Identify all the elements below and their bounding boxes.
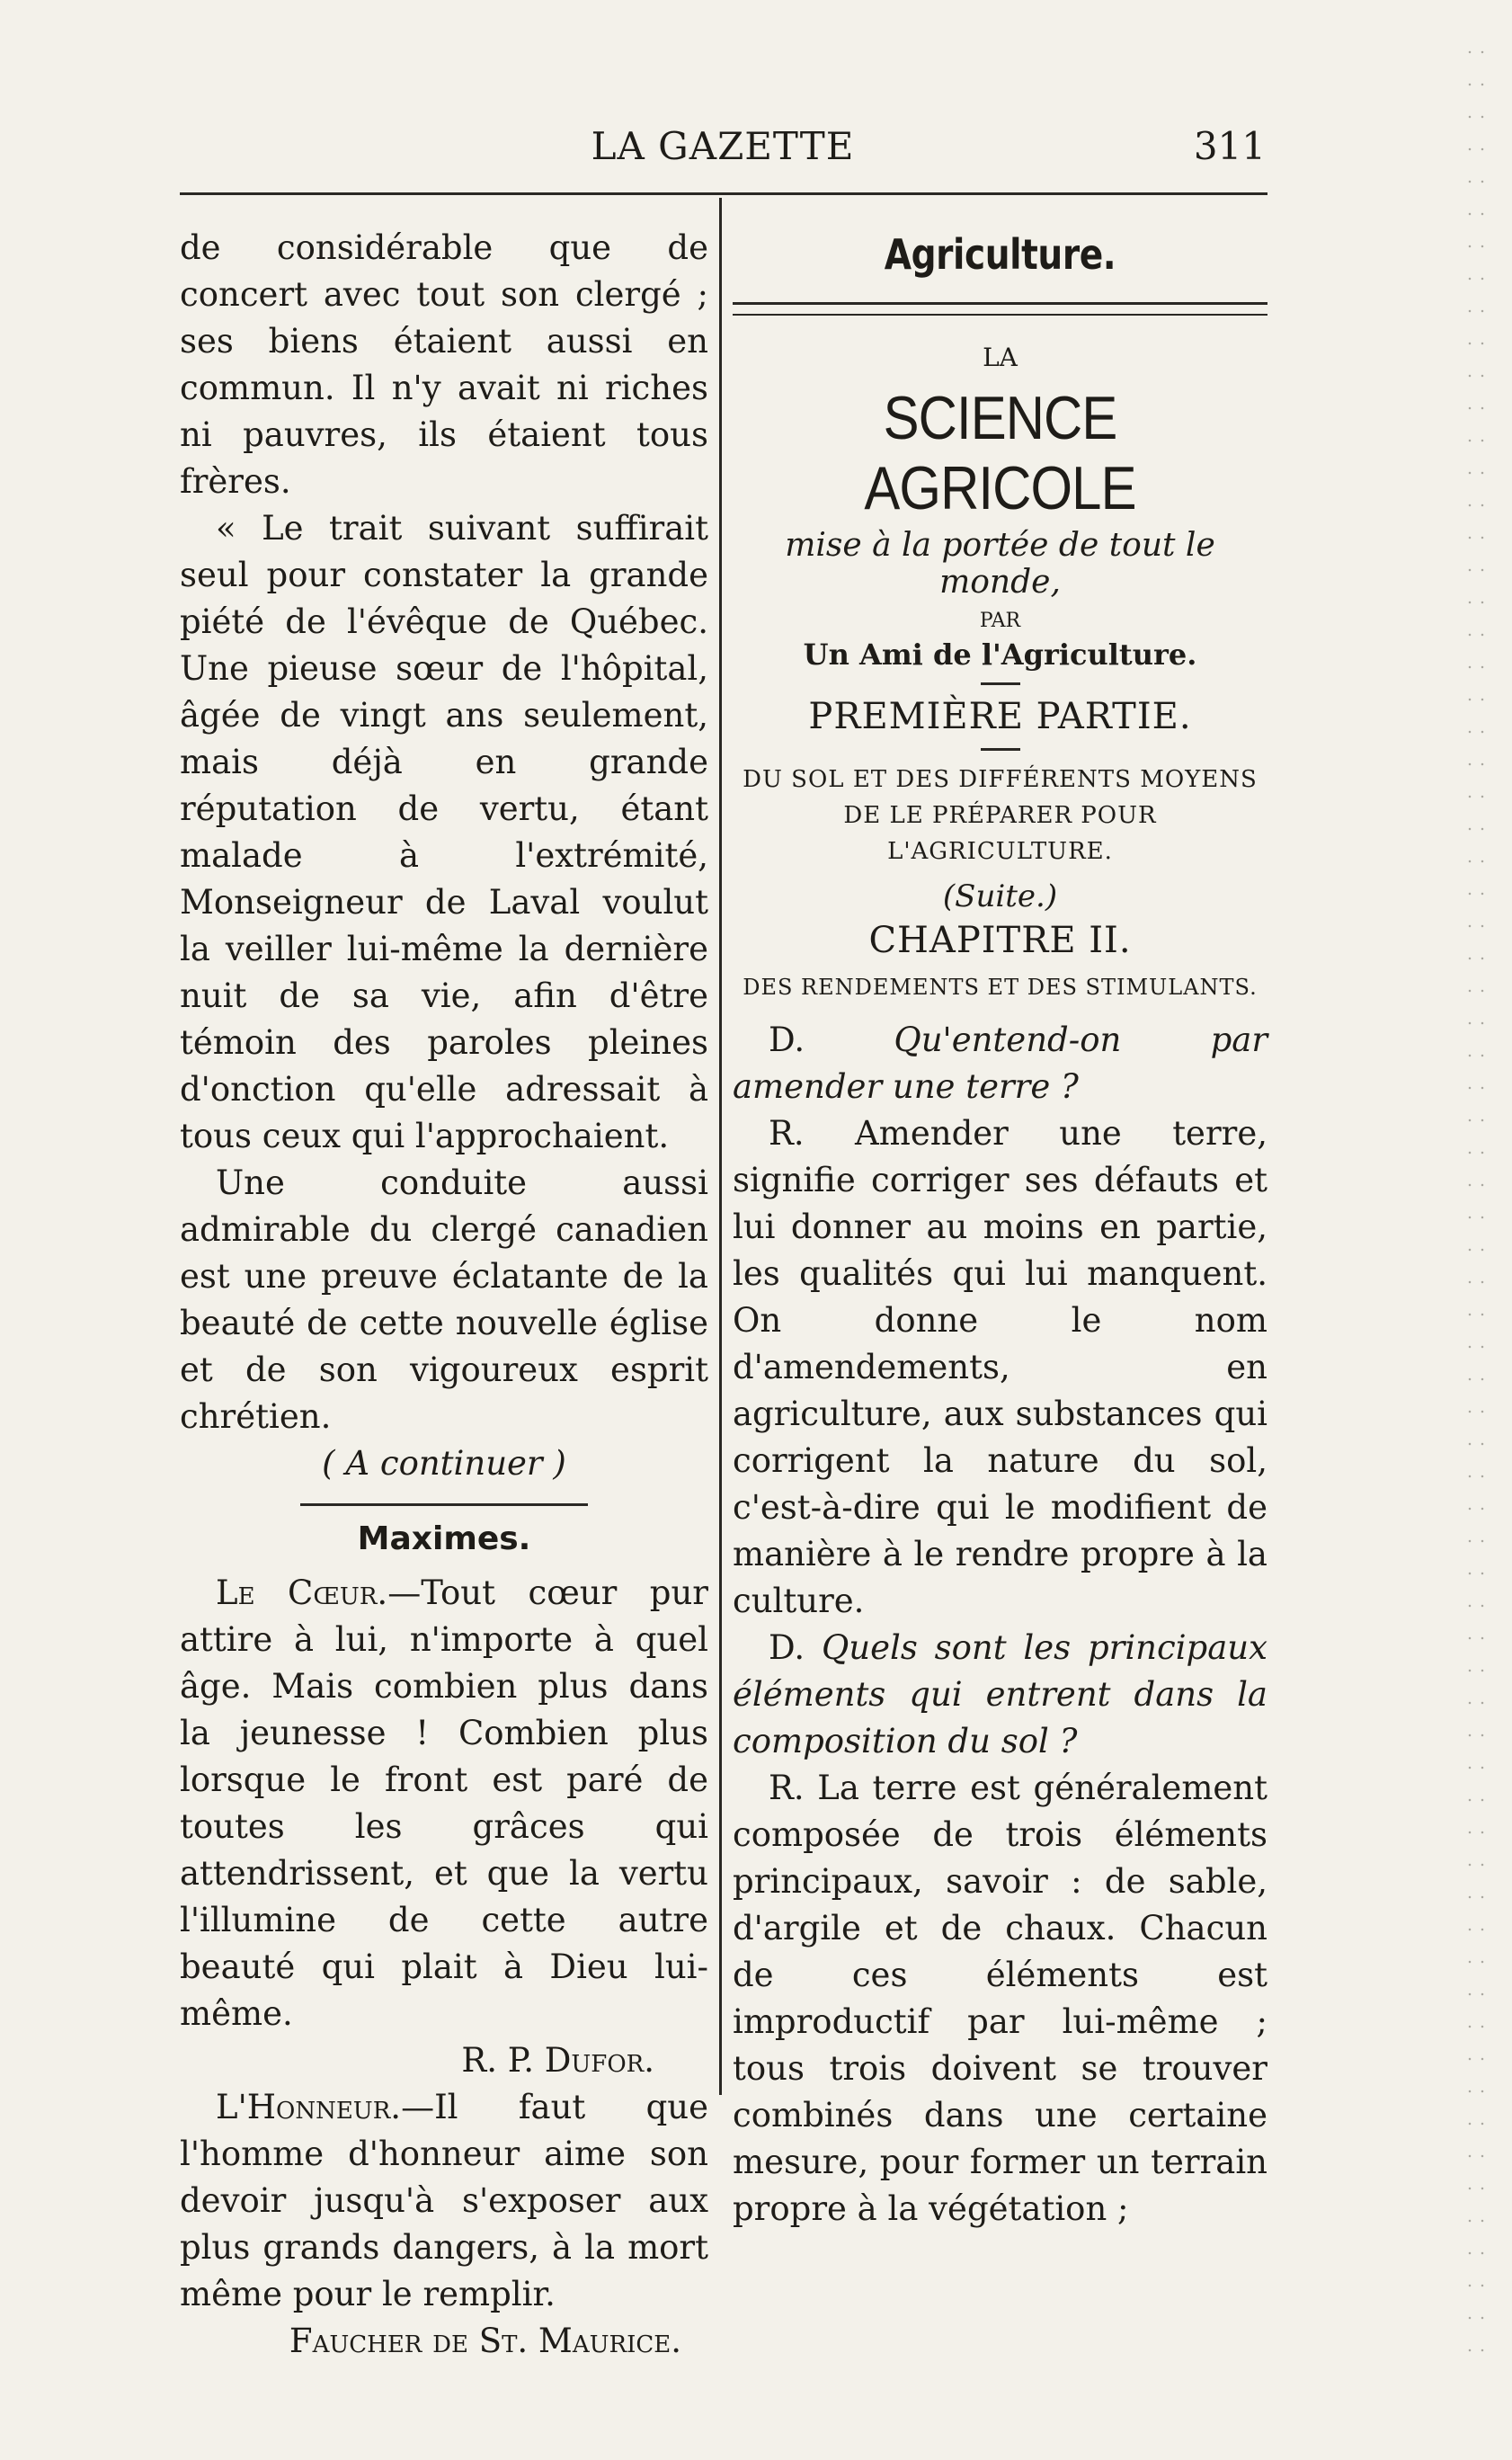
maxim-author: Faucher de St. Maurice. [289, 2322, 681, 2360]
article-title: SCIENCE AGRICOLE [864, 384, 1136, 522]
maxim-text: —Il faut que l'homme d'honneur aime son devoir jusqu'à s'exposer aux plus grands dangers, à la mort même pour le remplir. [180, 2088, 708, 2313]
qa-text: La terre est généralement composée de trois éléments principaux, savoir : de sable, d'argile et de chaux. Chacun de ces éléments est improductif par lui-même ; tous trois doivent se trouver combinés dans une certaine mesure, pour former un terrain propre à la végétation ; [733, 1769, 1267, 2228]
running-head [180, 124, 1266, 178]
part-title: PREMIÈRE PARTIE. [808, 696, 1192, 737]
maxim-author: R. P. Dufor. [461, 2041, 654, 2080]
continuation-note: ( A continuer ) [322, 1444, 566, 1483]
section-separator [300, 1503, 588, 1506]
suite-note: (Suite.) [942, 878, 1058, 914]
maxim-term: Le Cœur. [216, 1573, 388, 1612]
article-author: Un Ami de l'Agriculture. [803, 637, 1197, 672]
left-column [180, 225, 708, 2365]
qa-answer [733, 1765, 1267, 2233]
paragraph: « Le trait suivant suffirait seul pour constater la grande piété de l'évêque de Québec. Une pieuse sœur de l'hôpital, âgée de vingt ans seulement, mais déjà en grande réputation de vertu, étant malade à l'extrémité, Monseigneur de Laval voulut la veiller lui-même la dernière nuit de sa vie, afin d'être témoin des paroles pleines d'onction qu'elle adressait à tous ceux qui l'approchaient. [180, 509, 708, 1155]
article-by: PAR [979, 610, 1021, 632]
paragraph: Une conduite aussi admirable du clergé canadien est une preuve éclatante de la beauté de cette nouvelle église et de son vigoureux esprit chrétien. [180, 1163, 708, 1436]
qa-answer [733, 1110, 1267, 1625]
chapter-description: DES RENDEMENTS ET DES STIMULANTS. [743, 975, 1258, 1000]
qa-prefix: R. [769, 1114, 856, 1153]
header-rule [180, 192, 1267, 195]
qa-text: Quels sont les principaux éléments qui entrent dans la composition du sol ? [733, 1628, 1267, 1760]
section-heading: Agriculture. [884, 230, 1116, 279]
maxim-coeur [180, 1570, 708, 2037]
dash-separator [981, 682, 1020, 685]
page-number: 311 [1193, 124, 1266, 168]
maxim-term: L'Honneur. [216, 2088, 402, 2126]
article-kicker: LA [983, 343, 1018, 372]
maxim-text: —Tout cœur pur attire à lui, n'importe à quel âge. Mais combien plus dans la jeunesse ! Combien plus lorsque le front est paré de toutes les grâces qui attendrissent, et que la vertu l'illumine de cette autre beauté qui plait à Dieu lui-même. [180, 1573, 708, 2033]
qa-prefix: D. [769, 1628, 822, 1667]
right-column [733, 225, 1267, 2233]
qa-prefix: R. [769, 1769, 818, 1807]
double-rule [733, 302, 1267, 316]
qa-question [733, 1017, 1267, 1110]
qa-text: Qu'entend-on par amender une terre ? [733, 1021, 1268, 1106]
paragraph: de considérable que de concert avec tout son clergé ; ses biens étaient aussi en commun. Il n'y avait ni riches ni pauvres, ils étaient tous frères. [180, 228, 708, 501]
qa-prefix: D. [769, 1021, 894, 1059]
chapter-title: CHAPITRE II. [868, 920, 1132, 961]
maxim-honneur [180, 2084, 708, 2318]
column-divider [719, 198, 722, 2095]
dash-separator [981, 748, 1020, 751]
qa-text: Amender une terre, signifie corriger ses défauts et lui donner au moins en partie, les qualités qui lui manquent. On donne le nom d'amendements, en agriculture, aux substances qui corrigent la nature du sol, c'est-à-dire qui le modifient de manière à le rendre propre à la culture. [733, 1114, 1267, 1620]
qa-question [733, 1625, 1267, 1765]
article-subtitle: mise à la portée de tout le monde, [785, 527, 1215, 601]
page-edge-specks [1463, 36, 1485, 2374]
maxims-heading: Maximes. [357, 1520, 531, 1557]
part-description: DU SOL ET DES DIFFÉRENTS MOYENS DE LE PRÉPARER POUR L'AGRICULTURE. [743, 766, 1258, 865]
running-title: LA GAZETTE [591, 124, 855, 168]
